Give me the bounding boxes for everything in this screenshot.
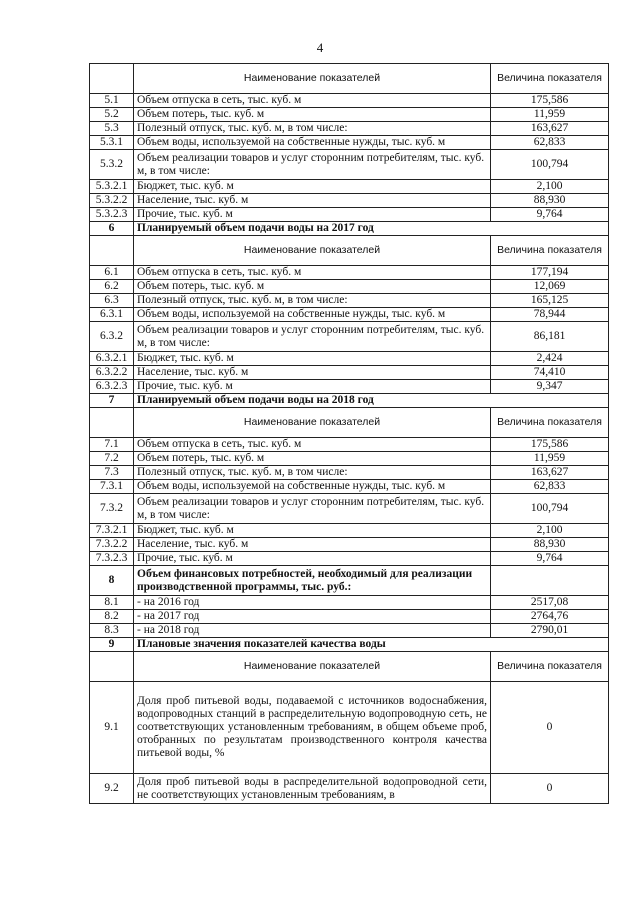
row-value: 62,833 [491, 480, 609, 494]
table-row [90, 452, 609, 466]
section-number: 6 [90, 222, 134, 236]
row-label: Население, тыс. куб. м [134, 538, 491, 552]
row-number: 7.3.2.2 [90, 538, 134, 552]
row-value: 88,930 [491, 538, 609, 552]
header-value-cell: Величина показателя [491, 236, 609, 266]
header-num-cell [90, 236, 134, 266]
row-label: - на 2016 год [134, 596, 491, 610]
header-name-cell: Наименование показателей [134, 652, 491, 682]
row-number: 6.3.2 [90, 322, 134, 352]
row-value: 11,959 [491, 108, 609, 122]
row-number: 6.3.1 [90, 308, 134, 322]
table-row [90, 438, 609, 452]
header-name-cell: Наименование показателей [134, 236, 491, 266]
section-row [90, 638, 609, 652]
section-row [90, 222, 609, 236]
row-label: Полезный отпуск, тыс. куб. м, в том числе: [134, 122, 491, 136]
section-title: Планируемый объем подачи воды на 2018 год [134, 394, 609, 408]
row-label: Доля проб питьевой воды, подаваемой с источников водоснабжения, водопроводных станций в распределительную водопроводную сеть, не соответствующих установленным требованиям, в общем объеме проб, отобранных по результатам производственного контроля качества питьевой воды, % [134, 682, 491, 774]
row-number: 5.2 [90, 108, 134, 122]
table-row [90, 494, 609, 524]
table-row [90, 266, 609, 280]
row-value: 0 [491, 774, 609, 804]
table-row [90, 380, 609, 394]
row-number: 7.3.2 [90, 494, 134, 524]
table-row [90, 108, 609, 122]
row-label: Объем отпуска в сеть, тыс. куб. м [134, 94, 491, 108]
row-label: Полезный отпуск, тыс. куб. м, в том числе: [134, 466, 491, 480]
row-label: Бюджет, тыс. куб. м [134, 180, 491, 194]
table-header-row [90, 64, 609, 94]
row-value: 2764,76 [491, 610, 609, 624]
section-title: Плановые значения показателей качества воды [134, 638, 609, 652]
table-row [90, 538, 609, 552]
header-name-cell: Наименование показателей [134, 408, 491, 438]
row-value: 11,959 [491, 452, 609, 466]
row-number: 9.1 [90, 682, 134, 774]
row-label: Бюджет, тыс. куб. м [134, 352, 491, 366]
table-row [90, 552, 609, 566]
row-label: Объем воды, используемой на собственные нужды, тыс. куб. м [134, 480, 491, 494]
section-number: 7 [90, 394, 134, 408]
row-label: Объем воды, используемой на собственные нужды, тыс. куб. м [134, 308, 491, 322]
header-value-cell: Величина показателя [491, 64, 609, 94]
row-number: 5.1 [90, 94, 134, 108]
table-row [90, 322, 609, 352]
table-row [90, 774, 609, 804]
table-row [90, 352, 609, 366]
row-value: 9,347 [491, 380, 609, 394]
row-number: 5.3.1 [90, 136, 134, 150]
row-number: 9.2 [90, 774, 134, 804]
header-value-cell: Величина показателя [491, 408, 609, 438]
row-number: 8.3 [90, 624, 134, 638]
table-row [90, 682, 609, 774]
row-label: Бюджет, тыс. куб. м [134, 524, 491, 538]
header-name-cell: Наименование показателей [134, 64, 491, 94]
row-value: 175,586 [491, 438, 609, 452]
table-row [90, 280, 609, 294]
row-value: 2,424 [491, 352, 609, 366]
table-row [90, 466, 609, 480]
row-number: 6.3.2.3 [90, 380, 134, 394]
table-row [90, 94, 609, 108]
row-label: Объем реализации товаров и услуг сторонним потребителям, тыс. куб. м, в том числе: [134, 150, 491, 180]
row-label: Прочие, тыс. куб. м [134, 208, 491, 222]
row-label: - на 2018 год [134, 624, 491, 638]
row-number: 7.3.2.1 [90, 524, 134, 538]
table-header-row [90, 652, 609, 682]
table-row [90, 150, 609, 180]
table-header-row [90, 236, 609, 266]
empty-value-cell [491, 566, 609, 596]
table-row [90, 208, 609, 222]
row-value: 2,100 [491, 180, 609, 194]
section-title: Объем финансовых потребностей, необходимый для реализации производственной программы, тыс. руб.: [134, 566, 491, 596]
row-value: 62,833 [491, 136, 609, 150]
row-label: - на 2017 год [134, 610, 491, 624]
row-label: Полезный отпуск, тыс. куб. м, в том числе: [134, 294, 491, 308]
table-row [90, 480, 609, 494]
section-number: 9 [90, 638, 134, 652]
row-number: 5.3.2 [90, 150, 134, 180]
row-label: Объем реализации товаров и услуг сторонним потребителям, тыс. куб. м, в том числе: [134, 494, 491, 524]
row-value: 0 [491, 682, 609, 774]
header-num-cell [90, 64, 134, 94]
header-num-cell [90, 652, 134, 682]
row-number: 8.2 [90, 610, 134, 624]
table-row [90, 180, 609, 194]
row-number: 7.3.1 [90, 480, 134, 494]
table-row [90, 596, 609, 610]
row-label: Доля проб питьевой воды в распределительной водопроводной сети, не соответствующих установленным требованиям, в [134, 774, 491, 804]
header-value-cell: Величина показателя [491, 652, 609, 682]
row-label: Прочие, тыс. куб. м [134, 380, 491, 394]
row-number: 6.3.2.1 [90, 352, 134, 366]
row-label: Объем потерь, тыс. куб. м [134, 280, 491, 294]
row-value: 9,764 [491, 552, 609, 566]
row-value: 177,194 [491, 266, 609, 280]
row-value: 86,181 [491, 322, 609, 352]
row-value: 2,100 [491, 524, 609, 538]
row-label: Объем отпуска в сеть, тыс. куб. м [134, 438, 491, 452]
section-title: Планируемый объем подачи воды на 2017 год [134, 222, 609, 236]
row-label: Объем потерь, тыс. куб. м [134, 452, 491, 466]
row-value: 2790,01 [491, 624, 609, 638]
row-value: 165,125 [491, 294, 609, 308]
row-label: Объем воды, используемой на собственные нужды, тыс. куб. м [134, 136, 491, 150]
row-number: 5.3 [90, 122, 134, 136]
table-row [90, 308, 609, 322]
row-number: 7.1 [90, 438, 134, 452]
row-number: 8.1 [90, 596, 134, 610]
row-value: 12,069 [491, 280, 609, 294]
row-value: 9,764 [491, 208, 609, 222]
indicators-table [89, 63, 609, 804]
row-label: Прочие, тыс. куб. м [134, 552, 491, 566]
table-row [90, 624, 609, 638]
page-number: 4 [316, 40, 324, 55]
table-row [90, 366, 609, 380]
table-row [90, 194, 609, 208]
row-label: Объем потерь, тыс. куб. м [134, 108, 491, 122]
row-number: 6.1 [90, 266, 134, 280]
header-num-cell [90, 408, 134, 438]
row-number: 5.3.2.1 [90, 180, 134, 194]
row-label: Объем реализации товаров и услуг сторонним потребителям, тыс. куб. м, в том числе: [134, 322, 491, 352]
row-number: 7.3.2.3 [90, 552, 134, 566]
row-number: 7.3 [90, 466, 134, 480]
table-row [90, 610, 609, 624]
row-number: 6.2 [90, 280, 134, 294]
row-value: 74,410 [491, 366, 609, 380]
row-value: 88,930 [491, 194, 609, 208]
row-number: 6.3 [90, 294, 134, 308]
table-row [90, 136, 609, 150]
row-value: 100,794 [491, 150, 609, 180]
table-header-row [90, 408, 609, 438]
row-number: 5.3.2.2 [90, 194, 134, 208]
row-label: Население, тыс. куб. м [134, 366, 491, 380]
table-row [90, 524, 609, 538]
section-row [90, 566, 609, 596]
row-label: Население, тыс. куб. м [134, 194, 491, 208]
row-value: 78,944 [491, 308, 609, 322]
row-value: 2517,08 [491, 596, 609, 610]
row-value: 100,794 [491, 494, 609, 524]
row-number: 5.3.2.3 [90, 208, 134, 222]
row-number: 6.3.2.2 [90, 366, 134, 380]
row-value: 163,627 [491, 122, 609, 136]
table-row [90, 122, 609, 136]
row-value: 175,586 [491, 94, 609, 108]
section-row [90, 394, 609, 408]
table-row [90, 294, 609, 308]
row-number: 7.2 [90, 452, 134, 466]
row-label: Объем отпуска в сеть, тыс. куб. м [134, 266, 491, 280]
section-number: 8 [90, 566, 134, 596]
row-value: 163,627 [491, 466, 609, 480]
